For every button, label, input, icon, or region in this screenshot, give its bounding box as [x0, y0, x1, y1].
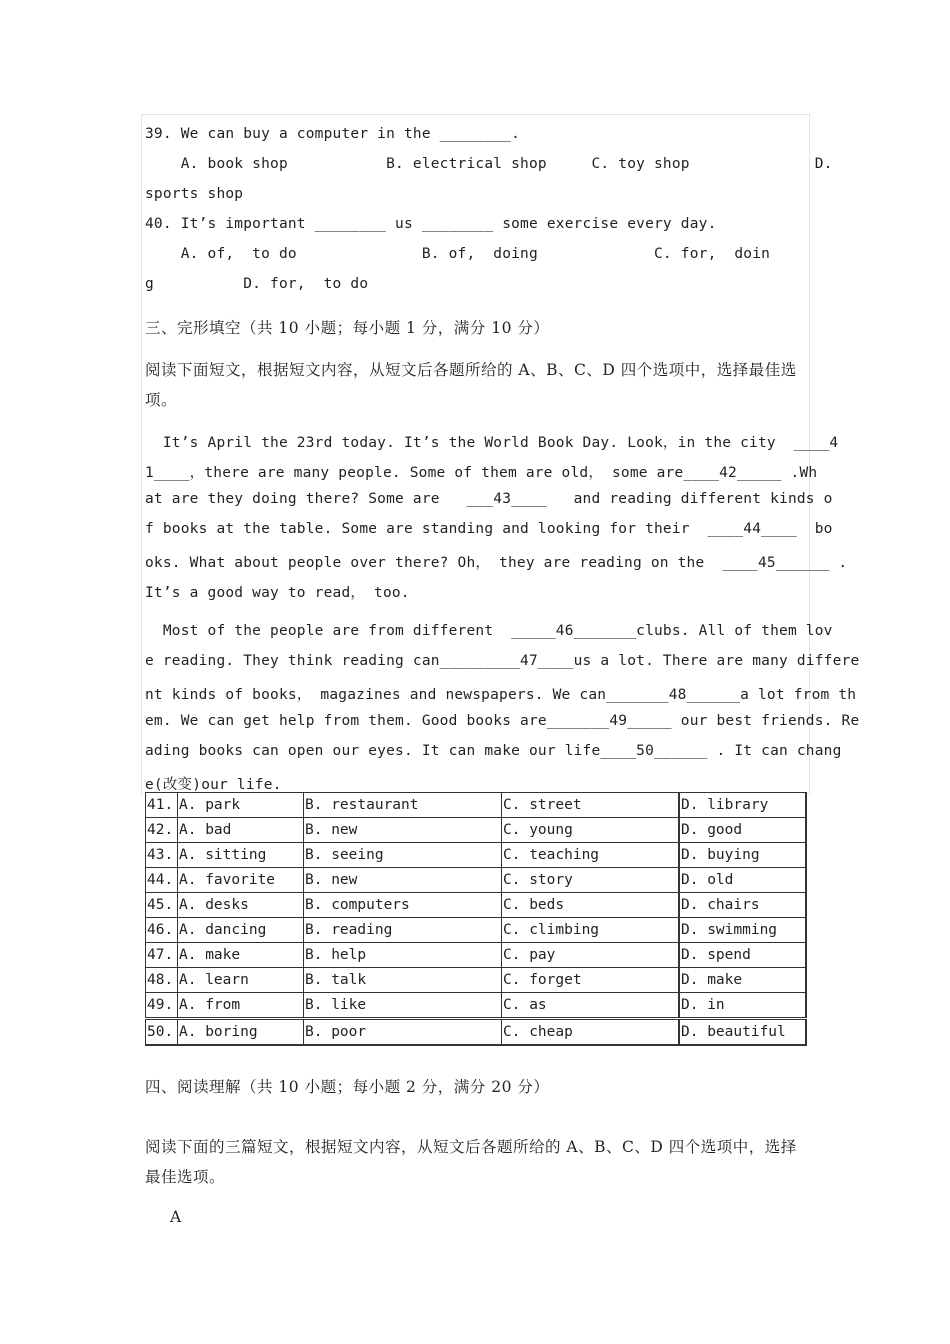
passage-line: oks. What about people over there? Oh， they are reading on the ____45______ .: [145, 555, 848, 571]
option-c: C. beds: [502, 893, 680, 918]
option-d: D. swimming: [679, 918, 806, 943]
option-c: C. young: [502, 818, 680, 843]
option-d: D. buying: [679, 843, 806, 868]
table-row: [146, 793, 807, 818]
table-row: [146, 893, 807, 918]
table-row: [146, 943, 807, 968]
passage-label: A: [170, 1208, 182, 1226]
option-b: B. like: [304, 993, 502, 1019]
section-3-instruction: 阅读下面短文，根据短文内容，从短文后各题所给的 A、B、C、D 四个选项中，选择最佳选: [145, 361, 797, 379]
option-c: C. as: [502, 993, 680, 1019]
table-row: [146, 818, 807, 843]
question-40-options-cont: g D. for, to do: [145, 276, 369, 292]
option-a: A. favorite: [178, 868, 304, 893]
option-b: B. talk: [304, 968, 502, 993]
question-number: 46.: [146, 918, 178, 943]
question-number: 45.: [146, 893, 178, 918]
section-3-instruction-cont: 项。: [145, 391, 178, 409]
passage-line: It’s April the 23rd today. It’s the World Book Day. Look，in the city ____4: [145, 435, 839, 451]
table-row: [146, 993, 807, 1019]
question-40-stem: 40. It’s important ________ us ________ some exercise every day.: [145, 216, 717, 232]
option-c: C. forget: [502, 968, 680, 993]
passage-line: f books at the table. Some are standing and looking for their ____44____ bo: [145, 521, 833, 537]
option-b: B. poor: [304, 1019, 502, 1046]
option-a: A. desks: [178, 893, 304, 918]
option-b: B. restaurant: [304, 793, 502, 818]
section-4-heading: 四、阅读理解（共 10 小题；每小题 2 分，满分 20 分）: [145, 1078, 550, 1096]
option-c: C. climbing: [502, 918, 680, 943]
passage-line: ading books can open our eyes. It can make our life____50______ . It can chang: [145, 743, 842, 759]
passage-line: at are they doing there? Some are ___43____ and reading different kinds o: [145, 491, 833, 507]
options-table: [145, 792, 807, 1046]
question-number: 48.: [146, 968, 178, 993]
option-b: B. help: [304, 943, 502, 968]
option-d: D. spend: [679, 943, 806, 968]
question-number: 49.: [146, 993, 178, 1019]
option-d: D. old: [679, 868, 806, 893]
option-d: D. good: [679, 818, 806, 843]
option-a: A. boring: [178, 1019, 304, 1046]
option-b: B. new: [304, 868, 502, 893]
question-39-options: A. book shop B. electrical shop C. toy shop D.: [145, 156, 833, 172]
section-3-heading: 三、完形填空（共 10 小题；每小题 1 分，满分 10 分）: [145, 319, 550, 337]
passage-line: em. We can get help from them. Good books are_______49_____ our best friends. Re: [145, 713, 860, 729]
question-39-options-cont: sports shop: [145, 186, 244, 202]
question-number: 43.: [146, 843, 178, 868]
question-number: 50.: [146, 1019, 178, 1046]
option-d: D. in: [679, 993, 806, 1019]
question-number: 42.: [146, 818, 178, 843]
option-d: D. beautiful: [679, 1019, 806, 1046]
passage-line: nt kinds of books， magazines and newspapers. We can_______48______a lot from th: [145, 687, 857, 703]
table-row: [146, 968, 807, 993]
option-b: B. reading: [304, 918, 502, 943]
option-b: B. new: [304, 818, 502, 843]
option-a: A. dancing: [178, 918, 304, 943]
question-number: 47.: [146, 943, 178, 968]
passage-line: Most of the people are from different _____46_______clubs. All of them lov: [145, 623, 833, 639]
option-c: C. teaching: [502, 843, 680, 868]
question-40-options: A. of, to do B. of, doing C. for, doin: [145, 246, 771, 262]
passage-line: e reading. They think reading can_________47____us a lot. There are many differe: [145, 653, 860, 669]
table-row: [146, 868, 807, 893]
option-a: A. sitting: [178, 843, 304, 868]
option-d: D. make: [679, 968, 806, 993]
option-d: D. library: [679, 793, 806, 818]
option-c: C. pay: [502, 943, 680, 968]
question-number: 44.: [146, 868, 178, 893]
option-d: D. chairs: [679, 893, 806, 918]
option-b: B. seeing: [304, 843, 502, 868]
table-row: [146, 1019, 807, 1046]
table-row: [146, 918, 807, 943]
option-c: C. story: [502, 868, 680, 893]
option-a: A. bad: [178, 818, 304, 843]
section-4-instruction: 阅读下面的三篇短文，根据短文内容，从短文后各题所给的 A、B、C、D 四个选项中，选择: [145, 1138, 797, 1156]
question-number: 41.: [146, 793, 178, 818]
passage-line: 1____，there are many people. Some of them are old， some are____42_____ .Wh: [145, 465, 818, 481]
option-a: A. make: [178, 943, 304, 968]
section-4-instruction-cont: 最佳选项。: [145, 1168, 226, 1186]
option-a: A. from: [178, 993, 304, 1019]
option-b: B. computers: [304, 893, 502, 918]
question-39-stem: 39. We can buy a computer in the ________.: [145, 126, 521, 142]
passage-line: It’s a good way to read， too.: [145, 585, 410, 601]
option-c: C. street: [502, 793, 680, 818]
table-row: [146, 843, 807, 868]
option-a: A. learn: [178, 968, 304, 993]
option-c: C. cheap: [502, 1019, 680, 1046]
option-a: A. park: [178, 793, 304, 818]
passage-line: e(改变)our life.: [145, 777, 282, 793]
